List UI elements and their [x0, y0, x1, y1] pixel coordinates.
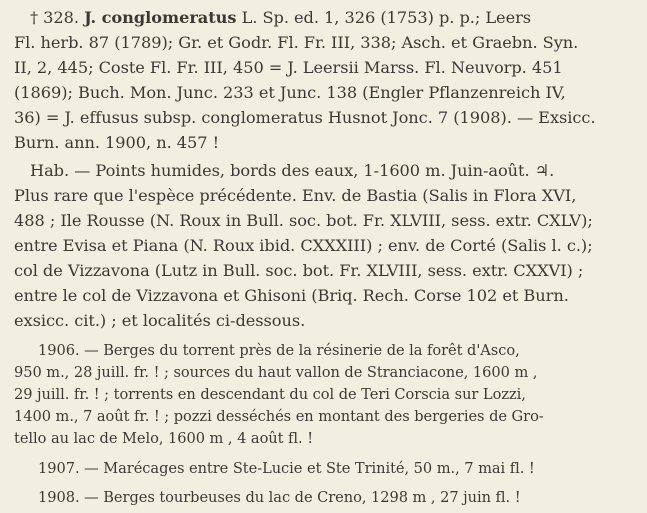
habitat-line-6: entre le col de Vizzavona et Ghisoni (Briq. Rech. Corse 102 et Burn. — [14, 286, 569, 305]
habitat-line-4: entre Evisa et Piana (N. Roux ibid. CXXXIII) ; env. de Corté (Salis l. c.); — [14, 236, 593, 255]
entry-line-2: Fl. herb. 87 (1789); Gr. et Godr. Fl. Fr. III, 338; Asch. et Graebn. Syn. — [14, 33, 579, 52]
habitat-line-7: exsicc. cit.) ; et localités ci-dessous. — [14, 311, 306, 330]
entry-number: † 328. — [30, 8, 79, 27]
record-1906-line-1: 1906. — Berges du torrent près de la résinerie de la forêt d'Asco, — [38, 342, 520, 359]
habitat-line-2: Plus rare que l'espèce précédente. Env. de Bastia (Salis in Flora XVI, — [14, 186, 577, 205]
habitat-line-1: Hab. — Points humides, bords des eaux, 1-1600 m. Juin-août. ♃. — [30, 161, 555, 180]
habitat-line-5: col de Vizzavona (Lutz in Bull. soc. bot. Fr. XLVIII, sess. extr. CXXVI) ; — [14, 261, 584, 280]
entry-line-5: 36) = J. effusus subsp. conglomeratus Husnot Jonc. 7 (1908). — Exsicc. — [14, 108, 596, 127]
species-name: J. conglomeratus — [84, 8, 237, 27]
entry-line-6: Burn. ann. 1900, n. 457 ! — [14, 133, 220, 152]
record-1908: 1908. — Berges tourbeuses du lac de Creno, 1298 m , 27 juin fl. ! — [38, 489, 521, 506]
habitat-line-3: 488 ; Ile Rousse (N. Roux in Bull. soc. bot. Fr. XLVIII, sess. extr. CXLV); — [14, 211, 593, 230]
record-1906-line-2: 950 m., 28 juill. fr. ! ; sources du haut vallon de Stranciacone, 1600 m , — [14, 364, 538, 381]
entry-line-4: (1869); Buch. Mon. Junc. 233 et Junc. 138 (Engler Pflanzenreich IV, — [14, 83, 566, 102]
entry-line-1 — [30, 8, 531, 27]
record-1906-line-4: 1400 m., 7 août fr. ! ; pozzi desséchés en montant des bergeries de Gro- — [14, 408, 544, 425]
record-1906-line-5: tello au lac de Melo, 1600 m , 4 août fl. ! — [14, 430, 314, 447]
record-1907: 1907. — Marécages entre Ste-Lucie et Ste Trinité, 50 m., 7 mai fl. ! — [38, 460, 535, 477]
record-1906-line-3: 29 juill. fr. ! ; torrents en descendant du col de Teri Corscia sur Lozzi, — [14, 386, 526, 403]
entry-line-3: II, 2, 445; Coste Fl. Fr. III, 450 = J. Leersii Marss. Fl. Neuvorp. 451 — [14, 58, 563, 77]
entry-author-publication: L. Sp. ed. 1, 326 (1753) p. p.; Leers — [241, 8, 532, 27]
